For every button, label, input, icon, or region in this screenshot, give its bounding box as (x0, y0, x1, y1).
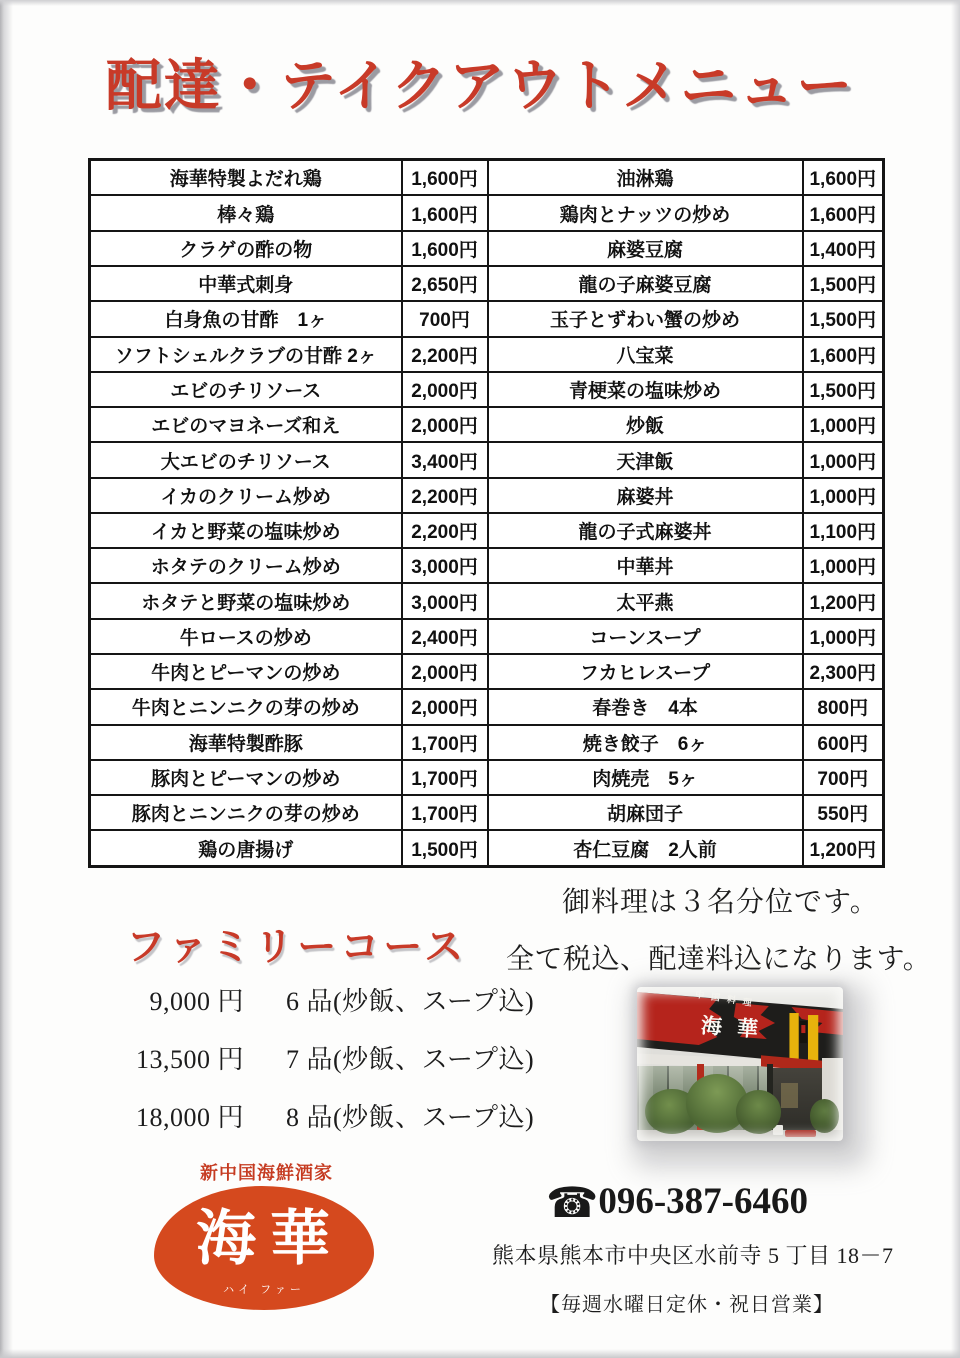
dish-cell: 玉子とずわい蟹の炒め (488, 301, 803, 336)
price-cell: 1,700円 (402, 795, 488, 830)
menu-row (90, 583, 884, 618)
dish-cell: 鶏の唐揚げ (90, 830, 402, 866)
dish-cell: 龍の子式麻婆丼 (488, 513, 803, 548)
scan-edge-top (0, 0, 960, 6)
course-desc: 6 品(炒飯、スープ込) (286, 987, 535, 1016)
price-cell: 1,600円 (803, 160, 884, 196)
price-cell: 1,500円 (803, 266, 884, 301)
course-price: 9,000 円 (149, 987, 244, 1016)
dish-cell: 八宝菜 (488, 337, 803, 372)
dish-cell: クラゲの酢の物 (90, 231, 402, 266)
phone-icon: ☎ (546, 1181, 599, 1227)
menu-row (90, 407, 884, 442)
dish-cell: 豚肉とニンニクの芽の炒め (90, 795, 402, 830)
dish-cell: 胡麻団子 (488, 795, 803, 830)
photo-sign-tagline: 中国料理 (694, 988, 759, 1009)
menu-row (90, 160, 884, 196)
price-cell: 3,000円 (402, 548, 488, 583)
menu-row (90, 830, 884, 866)
menu-row (90, 231, 884, 266)
dish-cell: エビのチリソース (90, 372, 402, 407)
menu-row (90, 372, 884, 407)
dish-cell: 中華丼 (488, 548, 803, 583)
price-cell: 1,000円 (803, 442, 884, 477)
scan-edge-left (0, 0, 13, 1358)
price-cell: 2,000円 (402, 689, 488, 724)
price-cell: 2,400円 (402, 619, 488, 654)
dish-cell: 肉焼売 5ヶ (488, 760, 803, 795)
menu-row (90, 619, 884, 654)
tax-delivery-note: 全て税込、配達料込になります。 (506, 944, 932, 975)
business-hours: 【毎週水曜日定休・祝日営業】 (540, 1294, 834, 1316)
price-cell: 1,000円 (803, 478, 884, 513)
price-cell: 2,000円 (402, 407, 488, 442)
dish-cell: 大エビのチリソース (90, 442, 402, 477)
price-cell: 1,000円 (803, 407, 884, 442)
price-cell: 2,200円 (402, 478, 488, 513)
dish-cell: エビのマヨネーズ和え (90, 407, 402, 442)
dish-cell: 中華式刺身 (90, 266, 402, 301)
dish-cell: 麻婆丼 (488, 478, 803, 513)
menu-row (90, 513, 884, 548)
phone-row (546, 1178, 808, 1228)
dish-cell: フカヒレスープ (488, 654, 803, 689)
menu-row (90, 654, 884, 689)
price-cell: 1,000円 (803, 548, 884, 583)
price-cell: 1,700円 (402, 725, 488, 760)
menu-row (90, 442, 884, 477)
price-cell: 1,600円 (402, 160, 488, 196)
course-price: 18,000 円 (135, 1103, 244, 1132)
dish-cell: 海華特製よだれ鶏 (90, 160, 402, 196)
price-cell: 1,700円 (402, 760, 488, 795)
price-cell: 1,400円 (803, 231, 884, 266)
dish-cell: イカと野菜の塩味炒め (90, 513, 402, 548)
dish-cell: コーンスープ (488, 619, 803, 654)
price-cell: 700円 (803, 760, 884, 795)
price-cell: 550円 (803, 795, 884, 830)
dish-cell: 油淋鶏 (488, 160, 803, 196)
menu-row (90, 195, 884, 230)
dish-cell: 焼き餃子 6ヶ (488, 725, 803, 760)
price-cell: 1,500円 (803, 372, 884, 407)
menu-row (90, 795, 884, 830)
price-cell: 1,600円 (402, 231, 488, 266)
dish-cell: 龍の子麻婆豆腐 (488, 266, 803, 301)
dish-cell: 棒々鶏 (90, 195, 402, 230)
dish-cell: 青梗菜の塩味炒め (488, 372, 803, 407)
dish-cell: 牛ロースの炒め (90, 619, 402, 654)
logo-tagline: 新中国海鮮酒家 (200, 1163, 333, 1183)
dish-cell: イカのクリーム炒め (90, 478, 402, 513)
serving-note: 御料理は３名分位です。 (562, 887, 879, 918)
menu-row (90, 478, 884, 513)
price-cell: 2,200円 (402, 337, 488, 372)
price-cell: 2,300円 (803, 654, 884, 689)
price-cell: 1,600円 (402, 195, 488, 230)
dish-cell: 牛肉とニンニクの芽の炒め (90, 689, 402, 724)
price-cell: 3,400円 (402, 442, 488, 477)
course-option (106, 981, 535, 1016)
storefront-photo (637, 987, 843, 1141)
price-cell: 1,100円 (803, 513, 884, 548)
dish-cell: 鶏肉とナッツの炒め (488, 195, 803, 230)
price-cell: 2,000円 (402, 654, 488, 689)
restaurant-logo (154, 1186, 374, 1310)
menu-table-body (90, 160, 884, 867)
menu-row (90, 548, 884, 583)
dish-cell: 豚肉とピーマンの炒め (90, 760, 402, 795)
dish-cell: 杏仁豆腐 2人前 (488, 830, 803, 866)
price-cell: 1,200円 (803, 830, 884, 866)
phone-number: 096-387-6460 (598, 1181, 808, 1222)
price-cell: 1,600円 (803, 337, 884, 372)
price-cell: 2,000円 (402, 372, 488, 407)
price-cell: 3,000円 (402, 583, 488, 618)
dish-cell: ホタテと野菜の塩味炒め (90, 583, 402, 618)
page-title: 配達・テイクアウトメニュー (105, 56, 855, 118)
menu-row (90, 301, 884, 336)
menu-table (88, 158, 885, 868)
dish-cell: 海華特製酢豚 (90, 725, 402, 760)
family-course-list (106, 981, 534, 1155)
price-cell: 1,500円 (803, 301, 884, 336)
dish-cell: 太平燕 (488, 583, 803, 618)
course-option (106, 1097, 535, 1132)
photo-vignette (637, 987, 843, 1141)
menu-row (90, 689, 884, 724)
price-cell: 1,000円 (803, 619, 884, 654)
course-option (106, 1039, 535, 1074)
menu-row (90, 760, 884, 795)
dish-cell: 牛肉とピーマンの炒め (90, 654, 402, 689)
dish-cell: ホタテのクリーム炒め (90, 548, 402, 583)
course-price: 13,500 円 (135, 1045, 244, 1074)
menu-row (90, 337, 884, 372)
storefront-photo-image (637, 987, 843, 1141)
course-desc: 8 品(炒飯、スープ込) (286, 1103, 535, 1132)
price-cell: 2,650円 (402, 266, 488, 301)
address: 熊本県熊本市中央区水前寺 5 丁目 18－7 (492, 1243, 894, 1268)
price-cell: 800円 (803, 689, 884, 724)
scan-edge-bottom (0, 1349, 960, 1358)
dish-cell: 春巻き 4本 (488, 689, 803, 724)
menu-row (90, 266, 884, 301)
price-cell: 1,200円 (803, 583, 884, 618)
logo-name: 海華 (196, 1206, 344, 1272)
price-cell: 700円 (402, 301, 488, 336)
price-cell: 600円 (803, 725, 884, 760)
price-cell: 1,500円 (402, 830, 488, 866)
dish-cell: 白身魚の甘酢 1ヶ (90, 301, 402, 336)
dish-cell: 天津飯 (488, 442, 803, 477)
price-cell: 1,600円 (803, 195, 884, 230)
course-desc: 7 品(炒飯、スープ込) (286, 1045, 535, 1074)
dish-cell: 麻婆豆腐 (488, 231, 803, 266)
photo-sign-name: 海華 (700, 1013, 774, 1043)
menu-row (90, 725, 884, 760)
dish-cell: ソフトシェルクラブの甘酢 2ヶ (90, 337, 402, 372)
logo-reading: ハイ ファー (223, 1284, 305, 1296)
family-course-heading: ファミリーコース (126, 926, 468, 969)
scan-edge-right (951, 0, 960, 1358)
price-cell: 2,200円 (402, 513, 488, 548)
dish-cell: 炒飯 (488, 407, 803, 442)
